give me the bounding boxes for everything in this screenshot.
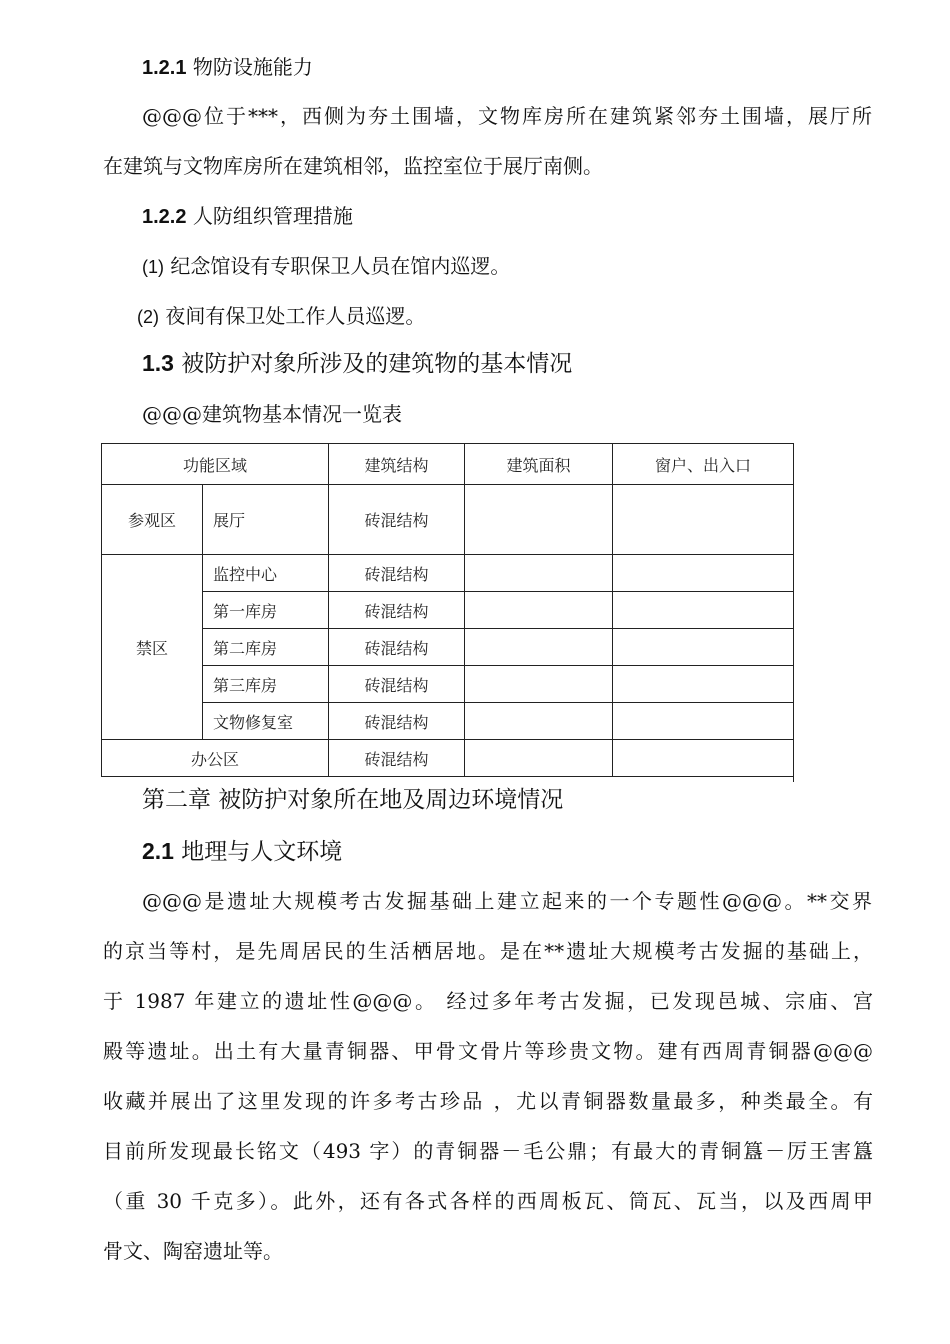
paragraph-line: @@@是遗址大规模考古发掘基础上建立起来的一个专题性@@@。**交界 [142, 889, 872, 913]
list-item: (1) 纪念馆设有专职保卫人员在馆内巡逻。 [142, 254, 511, 278]
table-caption: @@@建筑物基本情况一览表 [142, 402, 402, 426]
table-header-row [102, 444, 794, 485]
windows-cell [613, 485, 794, 555]
area-name-cell: 展厅 [203, 485, 329, 555]
zone-cell: 办公区 [102, 740, 329, 777]
table-row [102, 555, 794, 592]
structure-cell: 砖混结构 [329, 592, 465, 629]
area-name-cell: 第一库房 [203, 592, 329, 629]
chapter-heading: 第二章 被防护对象所在地及周边环境情况 [142, 787, 564, 813]
area-name-cell: 监控中心 [203, 555, 329, 592]
structure-cell: 砖混结构 [329, 485, 465, 555]
table-right-border [793, 443, 794, 782]
area-name-cell: 第三库房 [203, 666, 329, 703]
paragraph-line: 殿等遗址。出土有大量青铜器、甲骨文骨片等珍贵文物。建有西周青铜器@@@ [103, 1039, 873, 1063]
area-size-cell [465, 703, 613, 740]
structure-cell: 砖混结构 [329, 555, 465, 592]
area-size-cell [465, 629, 613, 666]
windows-cell [613, 740, 794, 777]
paragraph-line: @@@位于***，西侧为夯土围墙，文物库房所在建筑紧邻夯土围墙，展厅所 [142, 104, 872, 128]
windows-cell [613, 666, 794, 703]
zone-cell: 禁区 [102, 555, 203, 740]
column-header: 建筑面积 [465, 444, 613, 485]
section-heading-2-1: 2.1 地理与人文环境 [142, 838, 343, 865]
paragraph-line: 收藏并展出了这里发现的许多考古珍品 ，尤以青铜器数量最多，种类最全。有 [103, 1089, 873, 1113]
section-heading-1-2-1: 1.2.1 物防设施能力 [142, 55, 313, 79]
table-row [102, 666, 794, 703]
area-size-cell [465, 555, 613, 592]
structure-cell: 砖混结构 [329, 740, 465, 777]
column-header: 建筑结构 [329, 444, 465, 485]
area-size-cell [465, 666, 613, 703]
area-name-cell: 文物修复室 [203, 703, 329, 740]
section-heading-1-3: 1.3 被防护对象所涉及的建筑物的基本情况 [142, 350, 573, 377]
paragraph-line: 目前所发现最长铭文（493 字）的青铜器－毛公鼎；有最大的青铜簋－厉王害簋 [103, 1139, 873, 1163]
list-item: (2) 夜间有保卫处工作人员巡逻。 [137, 304, 426, 328]
windows-cell [613, 703, 794, 740]
table-row [102, 629, 794, 666]
windows-cell [613, 555, 794, 592]
paragraph-line: （重 30 千克多）。此外，还有各式各样的西周板瓦、筒瓦、瓦当，以及西周甲 [103, 1189, 873, 1213]
paragraph-line: 在建筑与文物库房所在建筑相邻，监控室位于展厅南侧。 [103, 154, 603, 178]
section-heading-1-2-2: 1.2.2 人防组织管理措施 [142, 204, 353, 228]
table-row [102, 703, 794, 740]
paragraph-line: 骨文、陶窑遗址等。 [103, 1239, 283, 1263]
area-size-cell [465, 485, 613, 555]
windows-cell [613, 629, 794, 666]
area-name-cell: 第二库房 [203, 629, 329, 666]
area-size-cell [465, 740, 613, 777]
building-info-table [101, 443, 794, 777]
windows-cell [613, 592, 794, 629]
structure-cell: 砖混结构 [329, 666, 465, 703]
structure-cell: 砖混结构 [329, 703, 465, 740]
paragraph-line: 的京当等村，是先周居民的生活栖居地。是在**遗址大规模考古发掘的基础上， [103, 939, 873, 963]
structure-cell: 砖混结构 [329, 629, 465, 666]
column-header: 窗户、出入口 [613, 444, 794, 485]
paragraph-line: 于 1987 年建立的遗址性@@@。 经过多年考古发掘，已发现邑城、宗庙、宫 [103, 989, 873, 1013]
table-row [102, 485, 794, 555]
area-size-cell [465, 592, 613, 629]
column-header: 功能区域 [102, 444, 329, 485]
table-row [102, 740, 794, 777]
table-row [102, 592, 794, 629]
zone-cell: 参观区 [102, 485, 203, 555]
